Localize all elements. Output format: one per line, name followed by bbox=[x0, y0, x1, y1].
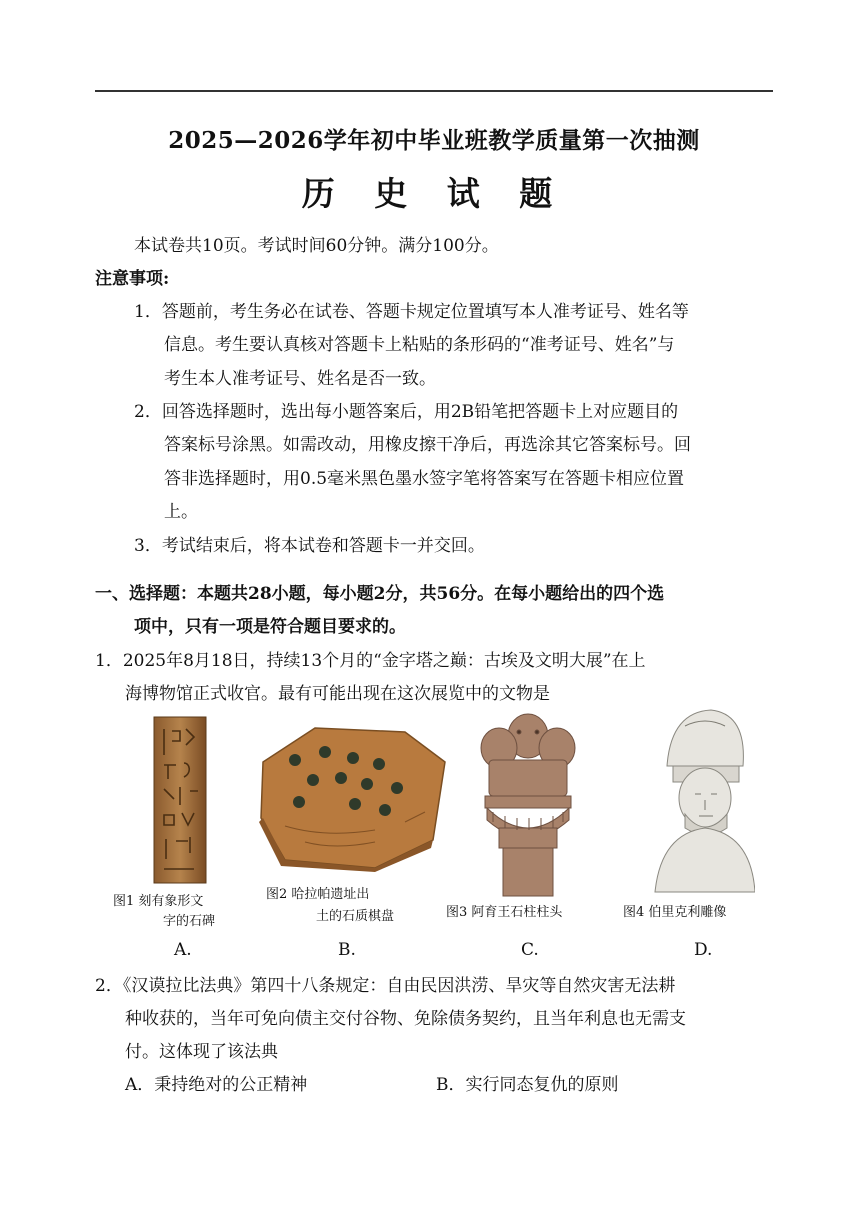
notice-line: 考生本人准考证号、姓名是否一致。 bbox=[164, 369, 436, 389]
question-2-stem: 2．《汉谟拉比法典》第四十八条规定：自由民因洪涝、旱灾等自然灾害无法耕 bbox=[95, 976, 676, 996]
question-2-option-b: B．实行同态复仇的原则 bbox=[436, 1075, 619, 1095]
lion-capital-image bbox=[473, 708, 583, 898]
option-a-label: A. bbox=[174, 940, 192, 960]
option-d-label: D. bbox=[694, 940, 713, 960]
question-2-option-a: A．秉持绝对的公正精神 bbox=[125, 1075, 308, 1095]
pericles-bust-image bbox=[645, 706, 755, 896]
notice-line: 2．回答选择题时，选出每小题答案后，用2B铅笔把答题卡上对应题目的 bbox=[134, 402, 679, 422]
figure-2-caption-cont: 土的石质棋盘 bbox=[316, 909, 395, 924]
notice-line: 3．考试结束后，将本试卷和答题卡一并交回。 bbox=[134, 536, 485, 556]
option-c-label: C. bbox=[521, 940, 539, 960]
section-heading: 一、选择题：本题共28小题，每小题2分，共56分。在每小题给出的四个选 bbox=[95, 584, 665, 604]
notice-line: 答案标号涂黑。如需改动，用橡皮擦干净后，再选涂其它答案标号。回 bbox=[164, 435, 691, 455]
question-2-stem-cont: 种收获的，当年可免向债主交付谷物、免除债务契约，且当年利息也无需支 bbox=[125, 1009, 686, 1029]
question-1-stem: 1．2025年8月18日，持续13个月的“金字塔之巅：古埃及文明大展”在上 bbox=[95, 651, 646, 671]
intro-text: 本试卷共10页。考试时间60分钟。满分100分。 bbox=[134, 236, 499, 256]
figure-1-caption: 图1 刻有象形文 bbox=[113, 894, 204, 909]
subject-title: 历 史 试 题 bbox=[301, 174, 567, 213]
notice-line: 1．答题前，考生务必在试卷、答题卡规定位置填写本人准考证号、姓名等 bbox=[134, 302, 689, 322]
figure-2-caption: 图2 哈拉帕遗址出 bbox=[266, 887, 370, 902]
question-1-stem-cont: 海博物馆正式收官。最有可能出现在这次展览中的文物是 bbox=[125, 684, 550, 704]
notice-heading: 注意事项: bbox=[95, 269, 170, 289]
notice-line: 答非选择题时，用0.5毫米黑色墨水签字笔将答案写在答题卡相应位置 bbox=[164, 469, 685, 489]
question-2-stem-cont: 付。这体现了该法典 bbox=[125, 1042, 278, 1062]
figure-4-caption: 图4 伯里克利雕像 bbox=[623, 905, 727, 920]
option-b-label: B. bbox=[338, 940, 356, 960]
notice-line: 信息。考生要认真核对答题卡上粘贴的条形码的“准考证号、姓名”与 bbox=[164, 335, 675, 355]
section-heading-cont: 项中，只有一项是符合题目要求的。 bbox=[134, 617, 406, 637]
stone-board-image bbox=[255, 722, 450, 872]
exam-title: 2025—2026学年初中毕业班教学质量第一次抽测 bbox=[168, 127, 700, 154]
notice-line: 上。 bbox=[164, 502, 198, 522]
figure-1-caption-cont: 字的石碑 bbox=[163, 914, 216, 929]
stele-image bbox=[150, 715, 210, 885]
figure-3-caption: 图3 阿育王石柱柱头 bbox=[446, 905, 563, 920]
top-rule bbox=[95, 90, 773, 92]
